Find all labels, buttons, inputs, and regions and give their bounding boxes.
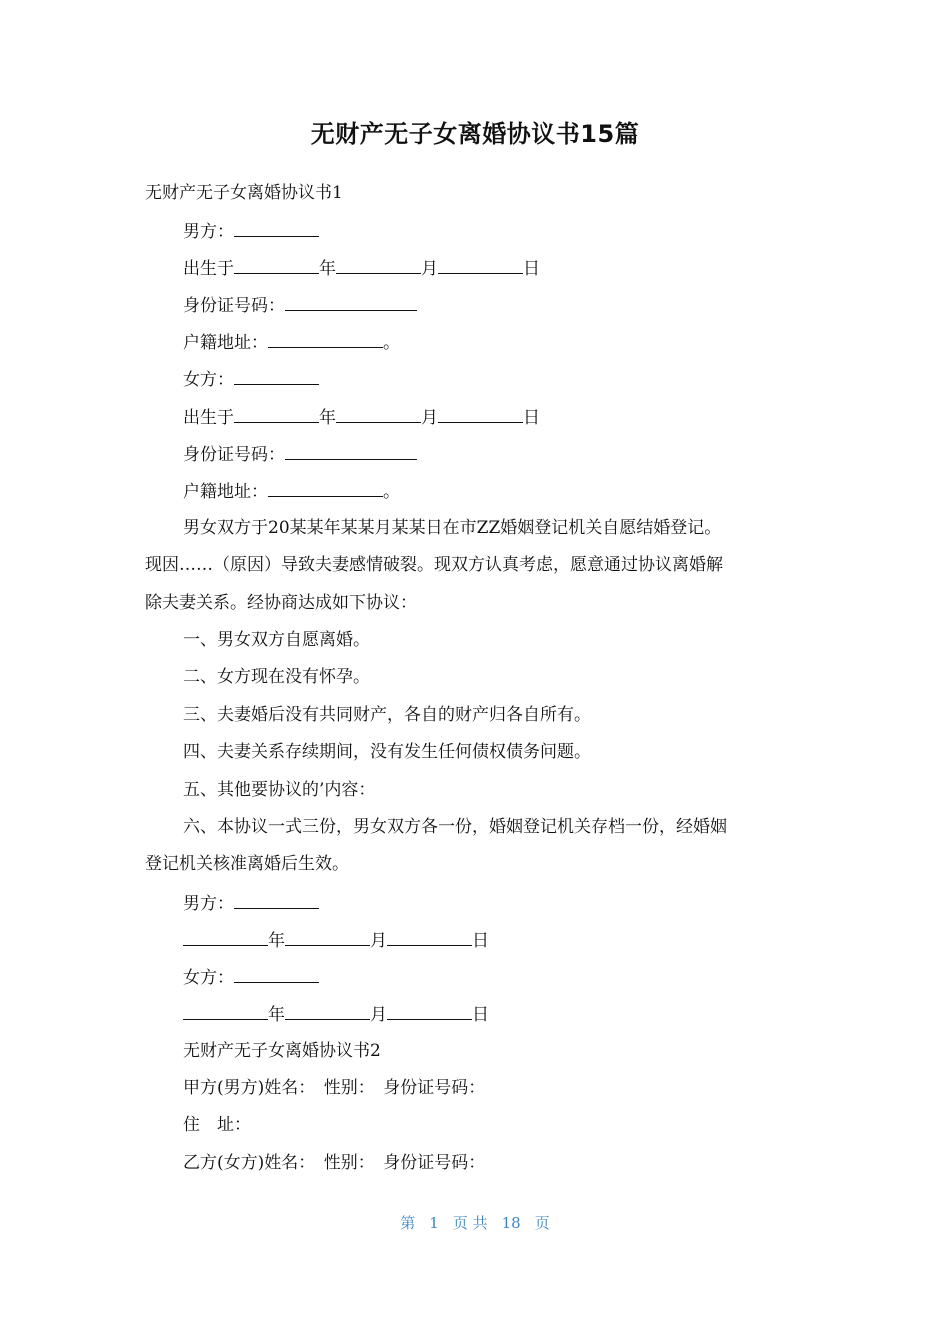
id-blank <box>285 292 417 311</box>
born-prefix: 出生于 <box>183 259 234 279</box>
female-name-blank <box>234 366 319 385</box>
female-sign-line <box>183 964 319 990</box>
month-label: 月 <box>370 1005 387 1025</box>
year-label: 年 <box>268 1005 285 1025</box>
month-label: 月 <box>421 259 438 279</box>
para1-line1: 男女双方于20某某年某某月某某日在市ZZ婚姻登记机关自愿结婚登记。 <box>183 518 722 538</box>
footer-total-pages: 18 <box>501 1214 521 1232</box>
agreement-item-2: 二、女方现在没有怀孕。 <box>183 667 370 687</box>
male-id-line <box>183 292 417 318</box>
female-label: 女方： <box>183 370 234 390</box>
female-label: 女方： <box>183 968 234 988</box>
para1-line3: 除夫妻关系。经协商达成如下协议： <box>145 593 417 613</box>
born-prefix: 出生于 <box>183 408 234 428</box>
male-sign-blank <box>234 890 319 909</box>
blank <box>234 404 319 423</box>
footer-prefix: 第 <box>400 1214 416 1232</box>
party-a-line: 甲方(男方)姓名： 性别： 身份证号码： <box>183 1078 486 1098</box>
male-address-line <box>183 329 400 355</box>
blank <box>387 1001 472 1020</box>
id-blank <box>285 441 417 460</box>
male-sign-line <box>183 890 319 916</box>
female-id-line <box>183 441 417 467</box>
period: 。 <box>383 482 400 502</box>
agreement-item-5: 五、其他要协议的’内容： <box>183 780 376 800</box>
female-date-line <box>183 1001 489 1027</box>
section2-heading: 无财产无子女离婚协议书2 <box>183 1041 381 1061</box>
agreement-item-6-line2: 登记机关核准离婚后生效。 <box>145 854 349 874</box>
address-label: 户籍地址： <box>183 333 268 353</box>
day-label: 日 <box>523 259 540 279</box>
address-blank <box>268 478 383 497</box>
blank <box>336 404 421 423</box>
blank <box>234 255 319 274</box>
agreement-item-3: 三、夫妻婚后没有共同财产，各自的财产归各自所有。 <box>183 705 591 725</box>
male-date-line <box>183 927 489 953</box>
female-birth-line <box>183 404 540 430</box>
address-blank <box>268 329 383 348</box>
male-name-blank <box>234 218 319 237</box>
blank <box>336 255 421 274</box>
residence-line: 住 址： <box>183 1115 251 1135</box>
address-label: 户籍地址： <box>183 482 268 502</box>
year-label: 年 <box>319 259 336 279</box>
footer-suffix: 页 <box>534 1214 550 1232</box>
day-label: 日 <box>472 1005 489 1025</box>
id-label: 身份证号码： <box>183 445 285 465</box>
male-name-line <box>183 218 319 244</box>
male-label: 男方： <box>183 222 234 242</box>
female-address-line <box>183 478 400 504</box>
blank <box>285 1001 370 1020</box>
footer-mid: 页 共 <box>452 1214 488 1232</box>
male-birth-line <box>183 255 540 281</box>
agreement-item-1: 一、男女双方自愿离婚。 <box>183 630 370 650</box>
blank <box>438 404 523 423</box>
blank <box>285 927 370 946</box>
agreement-item-6-line1: 六、本协议一式三份，男女双方各一份，婚姻登记机关存档一份，经婚姻 <box>183 817 727 837</box>
agreement-item-4: 四、夫妻关系存续期间，没有发生任何债权债务问题。 <box>183 742 591 762</box>
party-b-line: 乙方(女方)姓名： 性别： 身份证号码： <box>183 1153 486 1173</box>
month-label: 月 <box>370 931 387 951</box>
day-label: 日 <box>472 931 489 951</box>
blank <box>438 255 523 274</box>
day-label: 日 <box>523 408 540 428</box>
male-label: 男方： <box>183 894 234 914</box>
page-footer <box>0 1212 950 1233</box>
page-title: 无财产无子女离婚协议书15篇 <box>310 120 640 148</box>
female-name-line <box>183 366 319 392</box>
year-label: 年 <box>319 408 336 428</box>
id-label: 身份证号码： <box>183 296 285 316</box>
female-sign-blank <box>234 964 319 983</box>
period: 。 <box>383 333 400 353</box>
section1-heading: 无财产无子女离婚协议书1 <box>145 183 343 203</box>
blank <box>387 927 472 946</box>
year-label: 年 <box>268 931 285 951</box>
footer-current-page: 1 <box>429 1214 439 1232</box>
blank <box>183 927 268 946</box>
month-label: 月 <box>421 408 438 428</box>
blank <box>183 1001 268 1020</box>
para1-line2: 现因……（原因）导致夫妻感情破裂。现双方认真考虑，愿意通过协议离婚解 <box>145 555 723 575</box>
